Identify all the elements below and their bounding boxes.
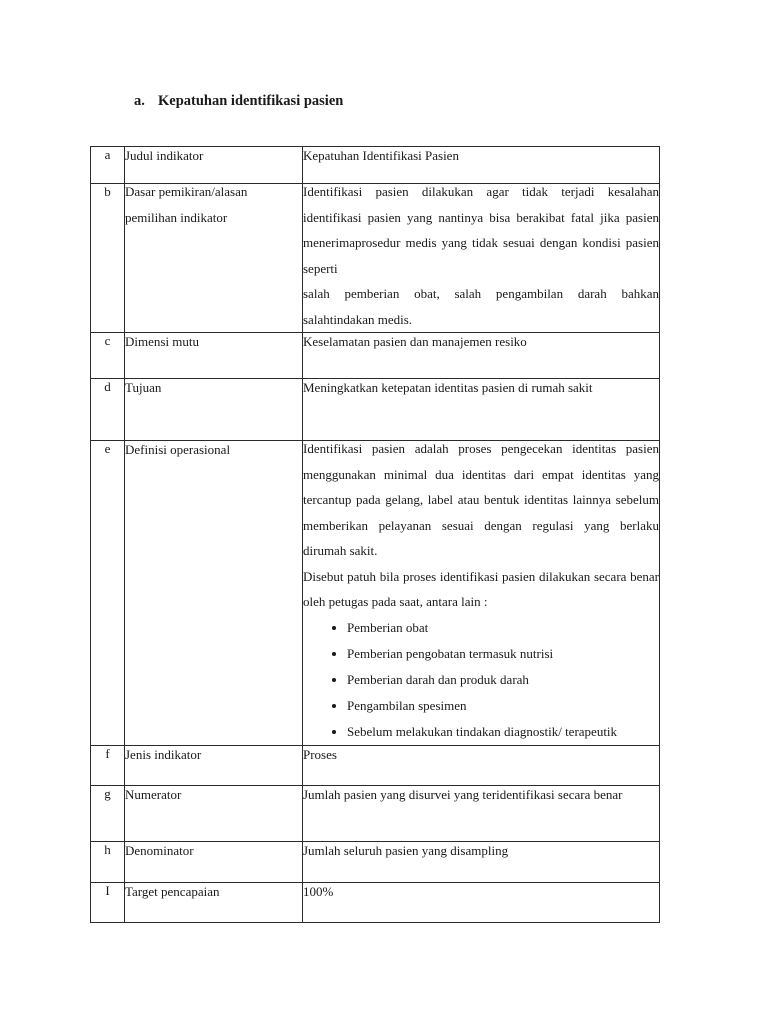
table-row [91,441,660,746]
description-text: Keselamatan pasien dan manajemen resiko [303,334,527,349]
row-code: a [91,147,125,184]
description-text: Kepatuhan Identifikasi Pasien [303,148,459,163]
row-description [303,147,660,184]
table-row [91,882,660,922]
description-text: Jumlah pasien yang disurvei yang teridentifikasi secara benar [303,786,623,802]
row-label-text: Dasar pemikiran/alasan pemilihan indikator [125,184,248,225]
bullet-item: • Pemberian pengobatan termasuk nutrisi [347,641,659,667]
table-row [91,379,660,441]
row-code: h [91,841,125,882]
row-description [303,441,660,746]
description-block [303,179,659,332]
table-row [91,745,660,785]
table-row [91,147,660,184]
row-label: Definisi operasional [125,441,303,746]
row-description [303,882,660,922]
table-row [91,333,660,379]
row-label: Judul indikator [125,147,303,184]
section-number: a. [134,93,145,109]
row-label: Dimensi mutu [125,333,303,379]
row-description [303,184,660,333]
row-description [303,379,660,441]
description-paragraph: salah pemberian obat, salah pengambilan darah bahkan salahtindakan medis. [303,286,659,327]
row-description [303,841,660,882]
row-code: I [91,882,125,922]
description-paragraph: Disebut patuh bila proses identifikasi pasien dilakukan secara benar oleh petugas pada saat, antara lain : [303,568,659,609]
row-description [303,745,660,785]
row-code: g [91,785,125,841]
row-label: Tujuan [125,379,303,441]
description-paragraph: Identifikasi pasien adalah proses pengecekan identitas pasien menggunakan minimal dua identitas dari empat identitas yang tercantup pada gelang, label atau bentuk identitas lainnya sebelum memberikan pelayanan sesuai dengan regulasi yang berlaku dirumah sakit. [303,441,659,558]
row-label: Numerator [125,785,303,841]
description-text: 100% [303,883,334,899]
indicator-table [90,146,660,923]
row-code: b [91,184,125,333]
table-row [91,184,660,333]
row-description [303,333,660,379]
row-code: c [91,333,125,379]
row-description [303,785,660,841]
bullet-item: • Pemberian obat [347,615,659,641]
row-label: Target pencapaian [125,882,303,922]
bullet-item: • Pemberian darah dan produk darah [347,667,659,693]
description-paragraph: Identifikasi pasien dilakukan agar tidak terjadi kesalahan identifikasi pasien yang nantinya bisa berakibat fatal jika pasien menerimaprosedur medis yang tidak sesuai dengan kondisi pasien seperti [303,184,659,276]
row-code: f [91,745,125,785]
bullet-item: • Sebelum melakukan tindakan diagnostik/ terapeutik [347,719,659,745]
row-label [125,184,303,333]
description-text: Jumlah seluruh pasien yang disampling [303,842,509,858]
row-code: d [91,379,125,441]
row-code: e [91,441,125,746]
description-text: Proses [303,746,337,762]
bullet-item: • Pengambilan spesimen [347,693,659,719]
row-label: Denominator [125,841,303,882]
table-row [91,841,660,882]
description-block [303,436,659,745]
table-row [91,785,660,841]
section-title: Kepatuhan identifikasi pasien [158,93,344,109]
bullet-list [303,615,659,745]
row-label: Jenis indikator [125,745,303,785]
section-heading [134,93,343,110]
description-text: Meningkatkan ketepatan identitas pasien di rumah sakit [303,380,593,395]
